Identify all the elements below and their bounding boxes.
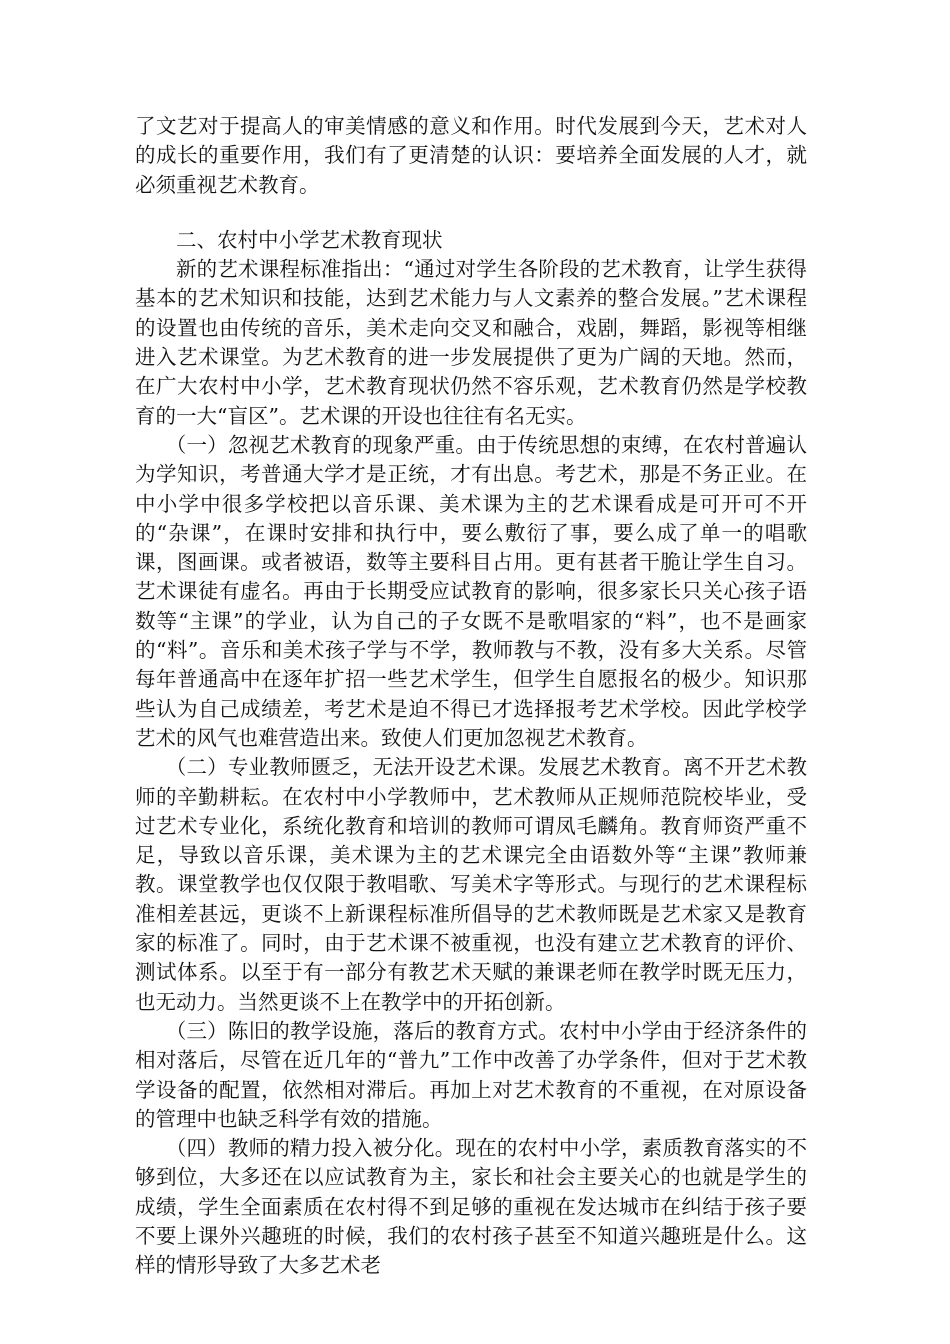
document-page [135,112,807,1281]
paragraph-point-3: （三）陈旧的教学设施，落后的教育方式。农村中小学由于经济条件的相对落后，尽管在近几年的“普九”工作中改善了办学条件，但对于艺术教学设备的配置，依然相对滞后。再加上对艺术教育的不重视，在对原设备的管理中也缺乏科学有效的措施。 [135,1018,807,1131]
paragraph-point-1: （一）忽视艺术教育的现象严重。由于传统思想的束缚，在农村普遍认为学知识，考普通大学才是正统，才有出息。考艺术，那是不务正业。在中小学中很多学校把以音乐课、美术课为主的艺术课看成是可开可不开的“杂课”，在课时安排和执行中，要么敷衍了事，要么成了单一的唱歌课，图画课。或者被语，数等主要科目占用。更有甚者干脆让学生自习。艺术课徒有虚名。再由于长期受应试教育的影响，很多家长只关心孩子语数等“主课”的学业，认为自己的子女既不是歌唱家的“料”，也不是画家的“料”。音乐和美术孩子学与不学，教师教与不教，没有多大关系。尽管每年普通高中在逐年扩招一些艺术学生，但学生自愿报名的极少。知识那些认为自己成绩差，考艺术是迫不得已才选择报考艺术学校。因此学校学艺术的风气也难营造出来。致使人们更加忽视艺术教育。 [135,432,807,750]
paragraph-continuation: 了文艺对于提高人的审美情感的意义和作用。时代发展到今天，艺术对人的成长的重要作用，我们有了更清楚的认识：要培养全面发展的人才，就必须重视艺术教育。 [135,114,807,197]
paragraph-point-2: （二）专业教师匮乏，无法开设艺术课。发展艺术教育。离不开艺术教师的辛勤耕耘。在农村中小学教师中，艺术教师从正规师范院校毕业，受过艺术专业化，系统化教育和培训的教师可谓凤毛麟角。教育师资严重不足，导致以音乐课，美术课为主的艺术课完全由语数外等“主课”教师兼教。课堂教学也仅仅限于教唱歌、写美术字等形式。与现行的艺术课程标准相差甚远，更谈不上新课程标准所倡导的艺术教师既是艺术家又是教育家的标准了。同时，由于艺术课不被重视，也没有建立艺术教育的评价、测试体系。以至于有一部分有教艺术天赋的兼课老师在教学时既无压力，也无动力。当然更谈不上在教学中的开拓创新。 [135,755,807,1014]
paragraph-point-4: （四）教师的精力投入被分化。现在的农村中小学，素质教育落实的不够到位，大多还在以应试教育为主，家长和社会主要关心的也就是学生的成绩，学生全面素质在农村得不到足够的重视在发达城市在纠结于孩子要不要上课外兴趣班的时候，我们的农村孩子甚至不知道兴趣班是什么。这样的情形导致了大多艺术老 [135,1136,807,1278]
section-heading: 二、农村中小学艺术教育现状 [176,227,443,252]
paragraph-curriculum-standard: 新的艺术课程标准指出：“通过对学生各阶段的艺术教育，让学生获得基本的艺术知识和技能，达到艺术能力与人文素养的整合发展。”艺术课程的设置也由传统的音乐，美术走向交叉和融合，戏剧，舞蹈，影视等相继进入艺术课堂。为艺术教育的进一步发展提供了更为广阔的天地。然而，在广大农村中小学，艺术教育现状仍然不容乐观，艺术教育仍然是学校教育的一大“盲区”。艺术课的开设也往往有名无实。 [135,257,807,428]
